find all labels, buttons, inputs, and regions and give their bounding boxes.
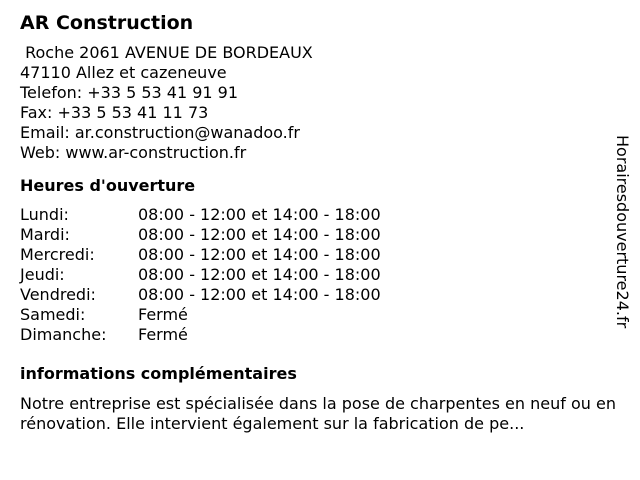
hours-row-tuesday <box>20 225 620 245</box>
day-hours: Fermé <box>138 325 188 344</box>
day-label: Samedi: <box>20 305 86 324</box>
street-address: Roche 2061 AVENUE DE BORDEAUX <box>20 43 313 62</box>
day-label: Mercredi: <box>20 245 95 264</box>
day-label: Dimanche: <box>20 325 107 344</box>
city-line: 47110 Allez et cazeneuve <box>20 63 227 82</box>
web-line: Web: www.ar-construction.fr <box>20 143 247 162</box>
day-hours: Fermé <box>138 305 188 324</box>
opening-hours-table <box>20 205 620 345</box>
business-card <box>20 10 620 434</box>
day-hours: 08:00 - 12:00 et 14:00 - 18:00 <box>138 245 381 264</box>
hours-row-thursday <box>20 265 620 285</box>
opening-hours-title: Heures d'ouverture <box>20 176 196 195</box>
hours-row-wednesday <box>20 245 620 265</box>
hours-row-friday <box>20 285 620 305</box>
address-block <box>20 43 620 163</box>
day-hours: 08:00 - 12:00 et 14:00 - 18:00 <box>138 265 381 284</box>
day-label: Vendredi: <box>20 285 96 304</box>
phone-line: Telefon: +33 5 53 41 91 91 <box>20 83 239 102</box>
additional-info-text: Notre entreprise est spécialisée dans la pose de charpentes en neuf ou en rénovation. Elle intervient également sur la fabrication de pe... <box>20 394 616 433</box>
watermark-text: Horairesdouverture24.fr <box>613 135 632 329</box>
day-hours: 08:00 - 12:00 et 14:00 - 18:00 <box>138 225 381 244</box>
hours-row-saturday <box>20 305 620 325</box>
fax-line: Fax: +33 5 53 41 11 73 <box>20 103 209 122</box>
hours-row-monday <box>20 205 620 225</box>
email-line: Email: ar.construction@wanadoo.fr <box>20 123 300 142</box>
day-hours: 08:00 - 12:00 et 14:00 - 18:00 <box>138 205 381 224</box>
day-label: Jeudi: <box>20 265 65 284</box>
day-label: Lundi: <box>20 205 69 224</box>
company-name: AR Construction <box>20 12 194 34</box>
day-label: Mardi: <box>20 225 70 244</box>
additional-info-title: informations complémentaires <box>20 364 297 383</box>
hours-row-sunday <box>20 325 620 345</box>
day-hours: 08:00 - 12:00 et 14:00 - 18:00 <box>138 285 381 304</box>
